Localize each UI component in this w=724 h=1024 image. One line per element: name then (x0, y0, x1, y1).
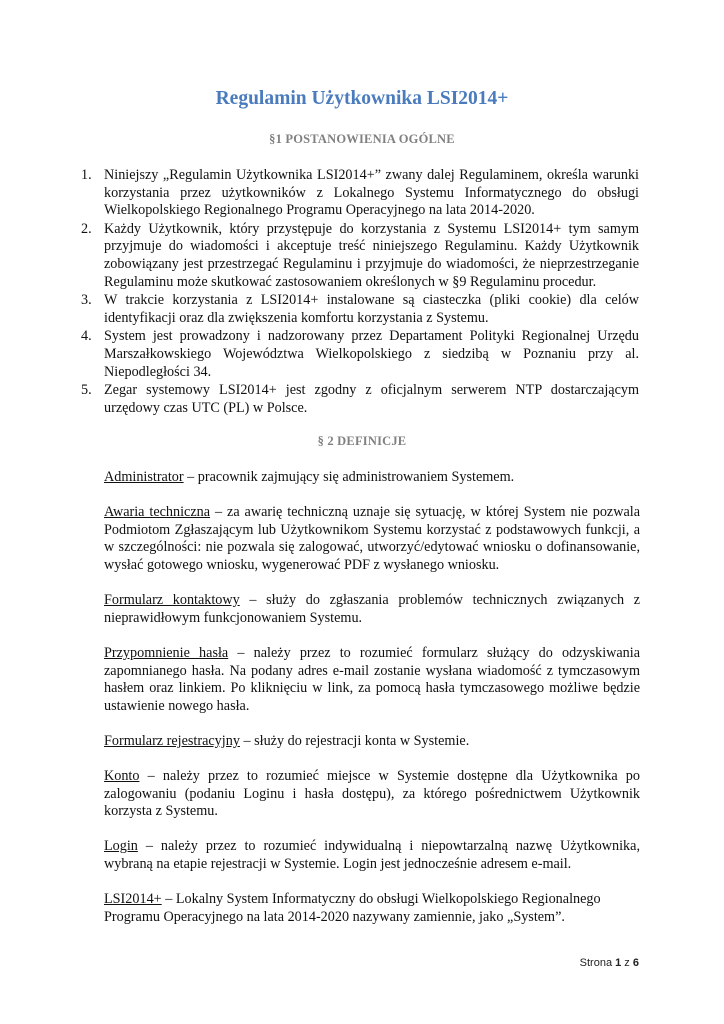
list-item-number: 3. (81, 292, 92, 309)
list-item-text: W trakcie korzystania z LSI2014+ instalowane są ciasteczka (pliki cookie) dla celów identyfikacji oraz dla zwiększenia komfortu korzystania z Systemu. (104, 292, 639, 326)
footer-page-total: 6 (632, 957, 639, 969)
section-2-heading: § 2 DEFINICJE (317, 434, 407, 448)
definition-term: Formularz rejestracyjny (104, 732, 240, 749)
list-item-text: Niniejszy „Regulamin Użytkownika LSI2014+” zwany dalej Regulaminem, określa warunki korzystania przez użytkowników z Lokalnego Systemu Informatycznego do obsługi Wielkopolskiego Regionalnego Programu Operacyjnego na lata 2014-2020. (104, 167, 639, 219)
definition (104, 592, 640, 627)
definition (104, 891, 640, 926)
general-provisions-list (79, 167, 639, 418)
list-item (79, 167, 639, 220)
definition (104, 838, 640, 873)
definition-text: – za awarię techniczną uznaje się sytuację, w której System nie pozwala Podmiotom Zgłaszającym lub Użytkownikom Systemu korzystać z podstawowych funkcji, a w szczególności: nie pozwala się zalogować, utworzyć/edytować wniosku o dofinansowanie, wysłać gotowego wniosku, wygenerować PDF z wysłanego wniosku. (104, 504, 640, 573)
definition-term: Login (104, 838, 138, 855)
definition-text: – Lokalny System Informatyczny do obsługi Wielkopolskiego Regionalnego Programu Operacyjnego na lata 2014-2020 nazywany zamiennie, jako „System”. (104, 891, 601, 925)
list-item-text: Zegar systemowy LSI2014+ jest zgodny z oficjalnym serwerem NTP dostarczającym urzędowy czas UTC (PL) w Polsce. (104, 382, 639, 416)
list-item (79, 382, 639, 417)
definition-text: – służy do rejestracji konta w Systemie. (239, 732, 470, 749)
footer-separator: z (621, 957, 633, 969)
definition-term: Przypomnienie hasła (104, 644, 229, 661)
definitions-list (104, 469, 640, 944)
footer-page-number: 1 (615, 957, 622, 969)
definition (104, 504, 640, 574)
definition-text: – należy przez to rozumieć indywidualną i niepowtarzalną nazwę Użytkownika, wybraną na etapie rejestracji w Systemie. Login jest jednocześnie adresem e-mail. (104, 838, 640, 873)
list-item-number: 4. (81, 328, 92, 345)
definition-term: Awaria techniczna (104, 504, 211, 521)
list-item-number: 1. (81, 167, 92, 183)
definition (104, 645, 640, 715)
definition (104, 469, 640, 487)
definition-text: – pracownik zajmujący się administrowaniem Systemem. (183, 469, 515, 485)
definition (104, 733, 640, 751)
list-item (79, 221, 639, 291)
list-item-text: System jest prowadzony i nadzorowany przez Departament Polityki Regionalnej Urzędu Marszałkowskiego Województwa Wielkopolskiego z siedzibą w Poznaniu przy al. Niepodległości 34. (104, 328, 639, 380)
list-item (79, 292, 639, 327)
list-item-number: 5. (81, 382, 92, 399)
list-item (79, 328, 639, 381)
section-1-heading: §1 POSTANOWIENIA OGÓLNE (269, 132, 455, 146)
definition-text: – służy do zgłaszania problemów technicznych związanych z nieprawidłowym funkcjonowaniem Systemu. (104, 592, 641, 626)
list-item-number: 2. (81, 220, 92, 237)
definition-term: Formularz kontaktowy (104, 592, 240, 609)
definition-term: Administrator (104, 469, 184, 485)
definition (104, 768, 640, 821)
footer-prefix: Strona (579, 957, 616, 969)
definition-term: Konto (104, 768, 140, 785)
document-title: Regulamin Użytkownika LSI2014+ (215, 88, 509, 109)
definition-text: – należy przez to rozumieć miejsce w Systemie dostępne dla Użytkownika po zalogowaniu (podaniu Loginu i hasła dostępu), za którego pośrednictwem Użytkownik korzysta z Systemu. (104, 768, 640, 820)
list-item-text: Każdy Użytkownik, który przystępuje do korzystania z Systemu LSI2014+ tym samym przyjmuje do wiadomości i akceptuje treść niniejszego Regulaminu. Każdy Użytkownik zobowiązany jest przestrzegać Regulaminu i przyjmuje do wiadomości, że nieprzestrzeganie Regulaminu może skutkować zastosowaniem określonych w §9 Regulaminu procedur. (104, 220, 639, 290)
page-footer (580, 957, 639, 969)
definition-text: – należy przez to rozumieć formularz służący do odzyskiwania zapomnianego hasła. Na podany adres e-mail zostanie wysłana wiadomość z tymczasowym hasłem oraz linkiem. Po kliknięciu w link, za pomocą hasła tymczasowego możliwe będzie ustawienie nowego hasła. (104, 644, 641, 714)
definition-term: LSI2014+ (104, 891, 162, 908)
